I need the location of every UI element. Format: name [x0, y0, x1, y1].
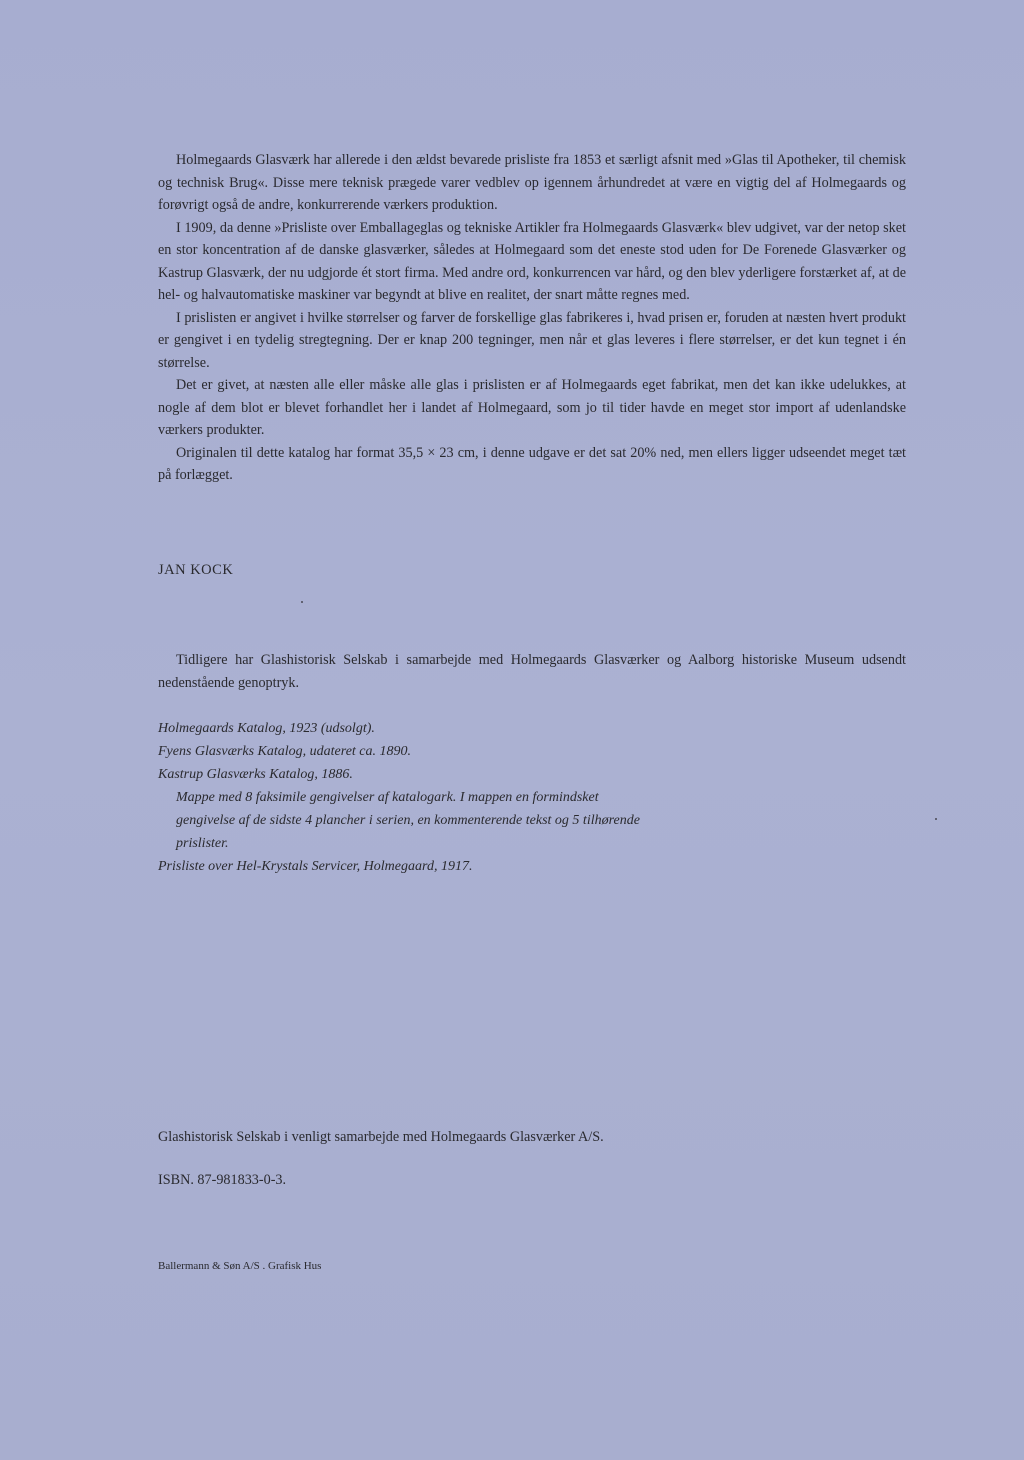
cooperation-line: Glashistorisk Selskab i venligt samarbejde med Holmegaards Glasværker A/S.: [158, 1129, 604, 1145]
list-item: Prisliste over Hel-Krystals Servicer, Holmegaard, 1917.: [158, 859, 473, 874]
list-item: Kastrup Glasværks Katalog, 1886.: [158, 767, 353, 782]
paragraph: I prislisten er angivet i hvilke størrelser og farver de forskellige glas fabrikeres i, hvad prisen er, foruden at næsten hvert produkt er gengivet i en tydelig stregtegning. Der er knap 200 tegninger, men når et glas leveres i flere størrelser, er det kun tegnet i én størrelse.: [158, 309, 906, 371]
author-signature: JAN KOCK: [158, 562, 234, 578]
paragraph: Originalen til dette katalog har format 35,5 × 23 cm, i denne udgave er det sat 20% ned, men ellers ligger udseendet meget tæt på forlægget.: [158, 444, 906, 483]
paper-speck: [301, 601, 303, 603]
reprint-intro: [158, 649, 906, 694]
paragraph: I 1909, da denne »Prisliste over Emballageglas og tekniske Artikler fra Holmegaards Glasværk« blev udgivet, var der netop sket en stor koncentration af de danske glasværker, således at Holmegaard som det eneste stod uden for De Forenede Glasværker og Kastrup Glasværk, der nu udgjorde ét stort firma. Med andre ord, konkurrencen var hård, og den blev yderligere forstærket af, at de hel- og halvautomatiske maskiner var begyndt at blive en realitet, der snart måtte regnes med.: [158, 219, 906, 303]
list-item-note: Mappe med 8 faksimile gengivelser af katalogark. I mappen en formindsket gengivelse af de sidste 4 plancher i serien, en kommenterende tekst og 5 tilhørende prislister.: [176, 790, 640, 851]
list-item: Fyens Glasværks Katalog, udateret ca. 1890.: [158, 744, 412, 759]
paragraph: Holmegaards Glasværk har allerede i den ældst bevarede prisliste fra 1853 et særligt afsnit med »Glas til Apotheker, til chemisk og technisk Brug«. Disse mere teknisk prægede varer vedblev op igennem århundredet at være en vigtig del af Holmegaards og forøvrigt også de andre, konkurrerende værkers produktion.: [158, 152, 906, 213]
list-item: Holmegaards Katalog, 1923 (udsolgt).: [158, 721, 375, 736]
paragraph: Det er givet, at næsten alle eller måske alle glas i prislisten er af Holmegaards eget fabrikat, men det kan ikke udelukkes, at nogle af dem blot er blevet forhandlet her i landet af Holmegaard, som jo til tider havde en meget stor import af udenlandske værkers produkter.: [158, 377, 906, 438]
intro-paragraph: Tidligere har Glashistorisk Selskab i samarbejde med Holmegaards Glasværker og Aalborg historiske Museum udsendt nedenstående genoptryk.: [158, 652, 906, 691]
printer-credit: Ballermann & Søn A/S . Grafisk Hus: [158, 1260, 322, 1272]
isbn-line: ISBN. 87-981833-0-3.: [158, 1172, 287, 1188]
main-text: [158, 149, 906, 487]
paper-speck: [935, 818, 937, 820]
reprint-list: [158, 717, 906, 878]
